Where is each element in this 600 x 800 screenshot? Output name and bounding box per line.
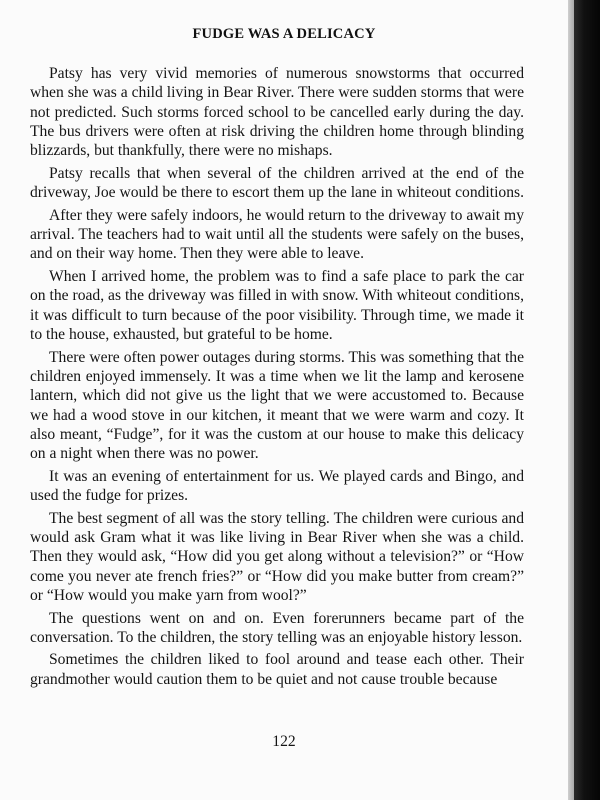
- page-number: 122: [272, 733, 296, 750]
- paragraph: Sometimes the children liked to fool around and tease each other. Their grandmother would caution them to be quiet and not cause trouble because: [30, 651, 524, 688]
- paragraph: The best segment of all was the story telling. The children were curious and would ask Gram what it was like living in Bear River when she was a child. Then they would ask, “How did you get along without a television?” or “How come you never ate french fries?” or “How did you make butter from cream?” or “How would you make yarn from wool?”: [30, 509, 524, 605]
- paragraph: After they were safely indoors, he would return to the driveway to await my arrival. The teachers had to wait until all the students were safely on the buses, and on their way home. Then they were able to leave.: [30, 206, 524, 263]
- body-text: [30, 64, 524, 692]
- paragraph: Patsy has very vivid memories of numerous snowstorms that occurred when she was a child living in Bear River. There were sudden storms that were not predicted. Such storms forced school to be cancelled early during the day. The bus drivers were often at risk driving the children home through blinding blizzards, but thankfully, there were no mishaps.: [30, 65, 524, 160]
- paragraph: Patsy recalls that when several of the children arrived at the end of the driveway, Joe would be there to escort them up the lane in whiteout conditions.: [30, 164, 524, 202]
- paragraph: The questions went on and on. Even forerunners became part of the conversation. To the children, the story telling was an enjoyable history lesson.: [30, 609, 524, 646]
- paragraph: When I arrived home, the problem was to find a safe place to park the car on the road, as the driveway was filled in with snow. With whiteout conditions, it was difficult to turn because of the poor visibility. Through time, we made it to the house, exhausted, but grateful to be home.: [30, 268, 524, 344]
- chapter-title: FUDGE WAS A DELICACY: [192, 26, 376, 42]
- paragraph: There were often power outages during storms. This was something that the children enjoyed immensely. It was a time when we lit the lamp and kerosene lantern, which did not give us the light that we were accustomed to. Because we had a wood stove in our kitchen, it meant that we were warm and cozy. It also meant, “Fudge”, for it was the custom at our house to make this delicacy on a night when there was no power.: [30, 348, 524, 463]
- paragraph: It was an evening of entertainment for us. We played cards and Bingo, and used the fudge for prizes.: [30, 467, 524, 505]
- book-binding-edge: [574, 0, 600, 800]
